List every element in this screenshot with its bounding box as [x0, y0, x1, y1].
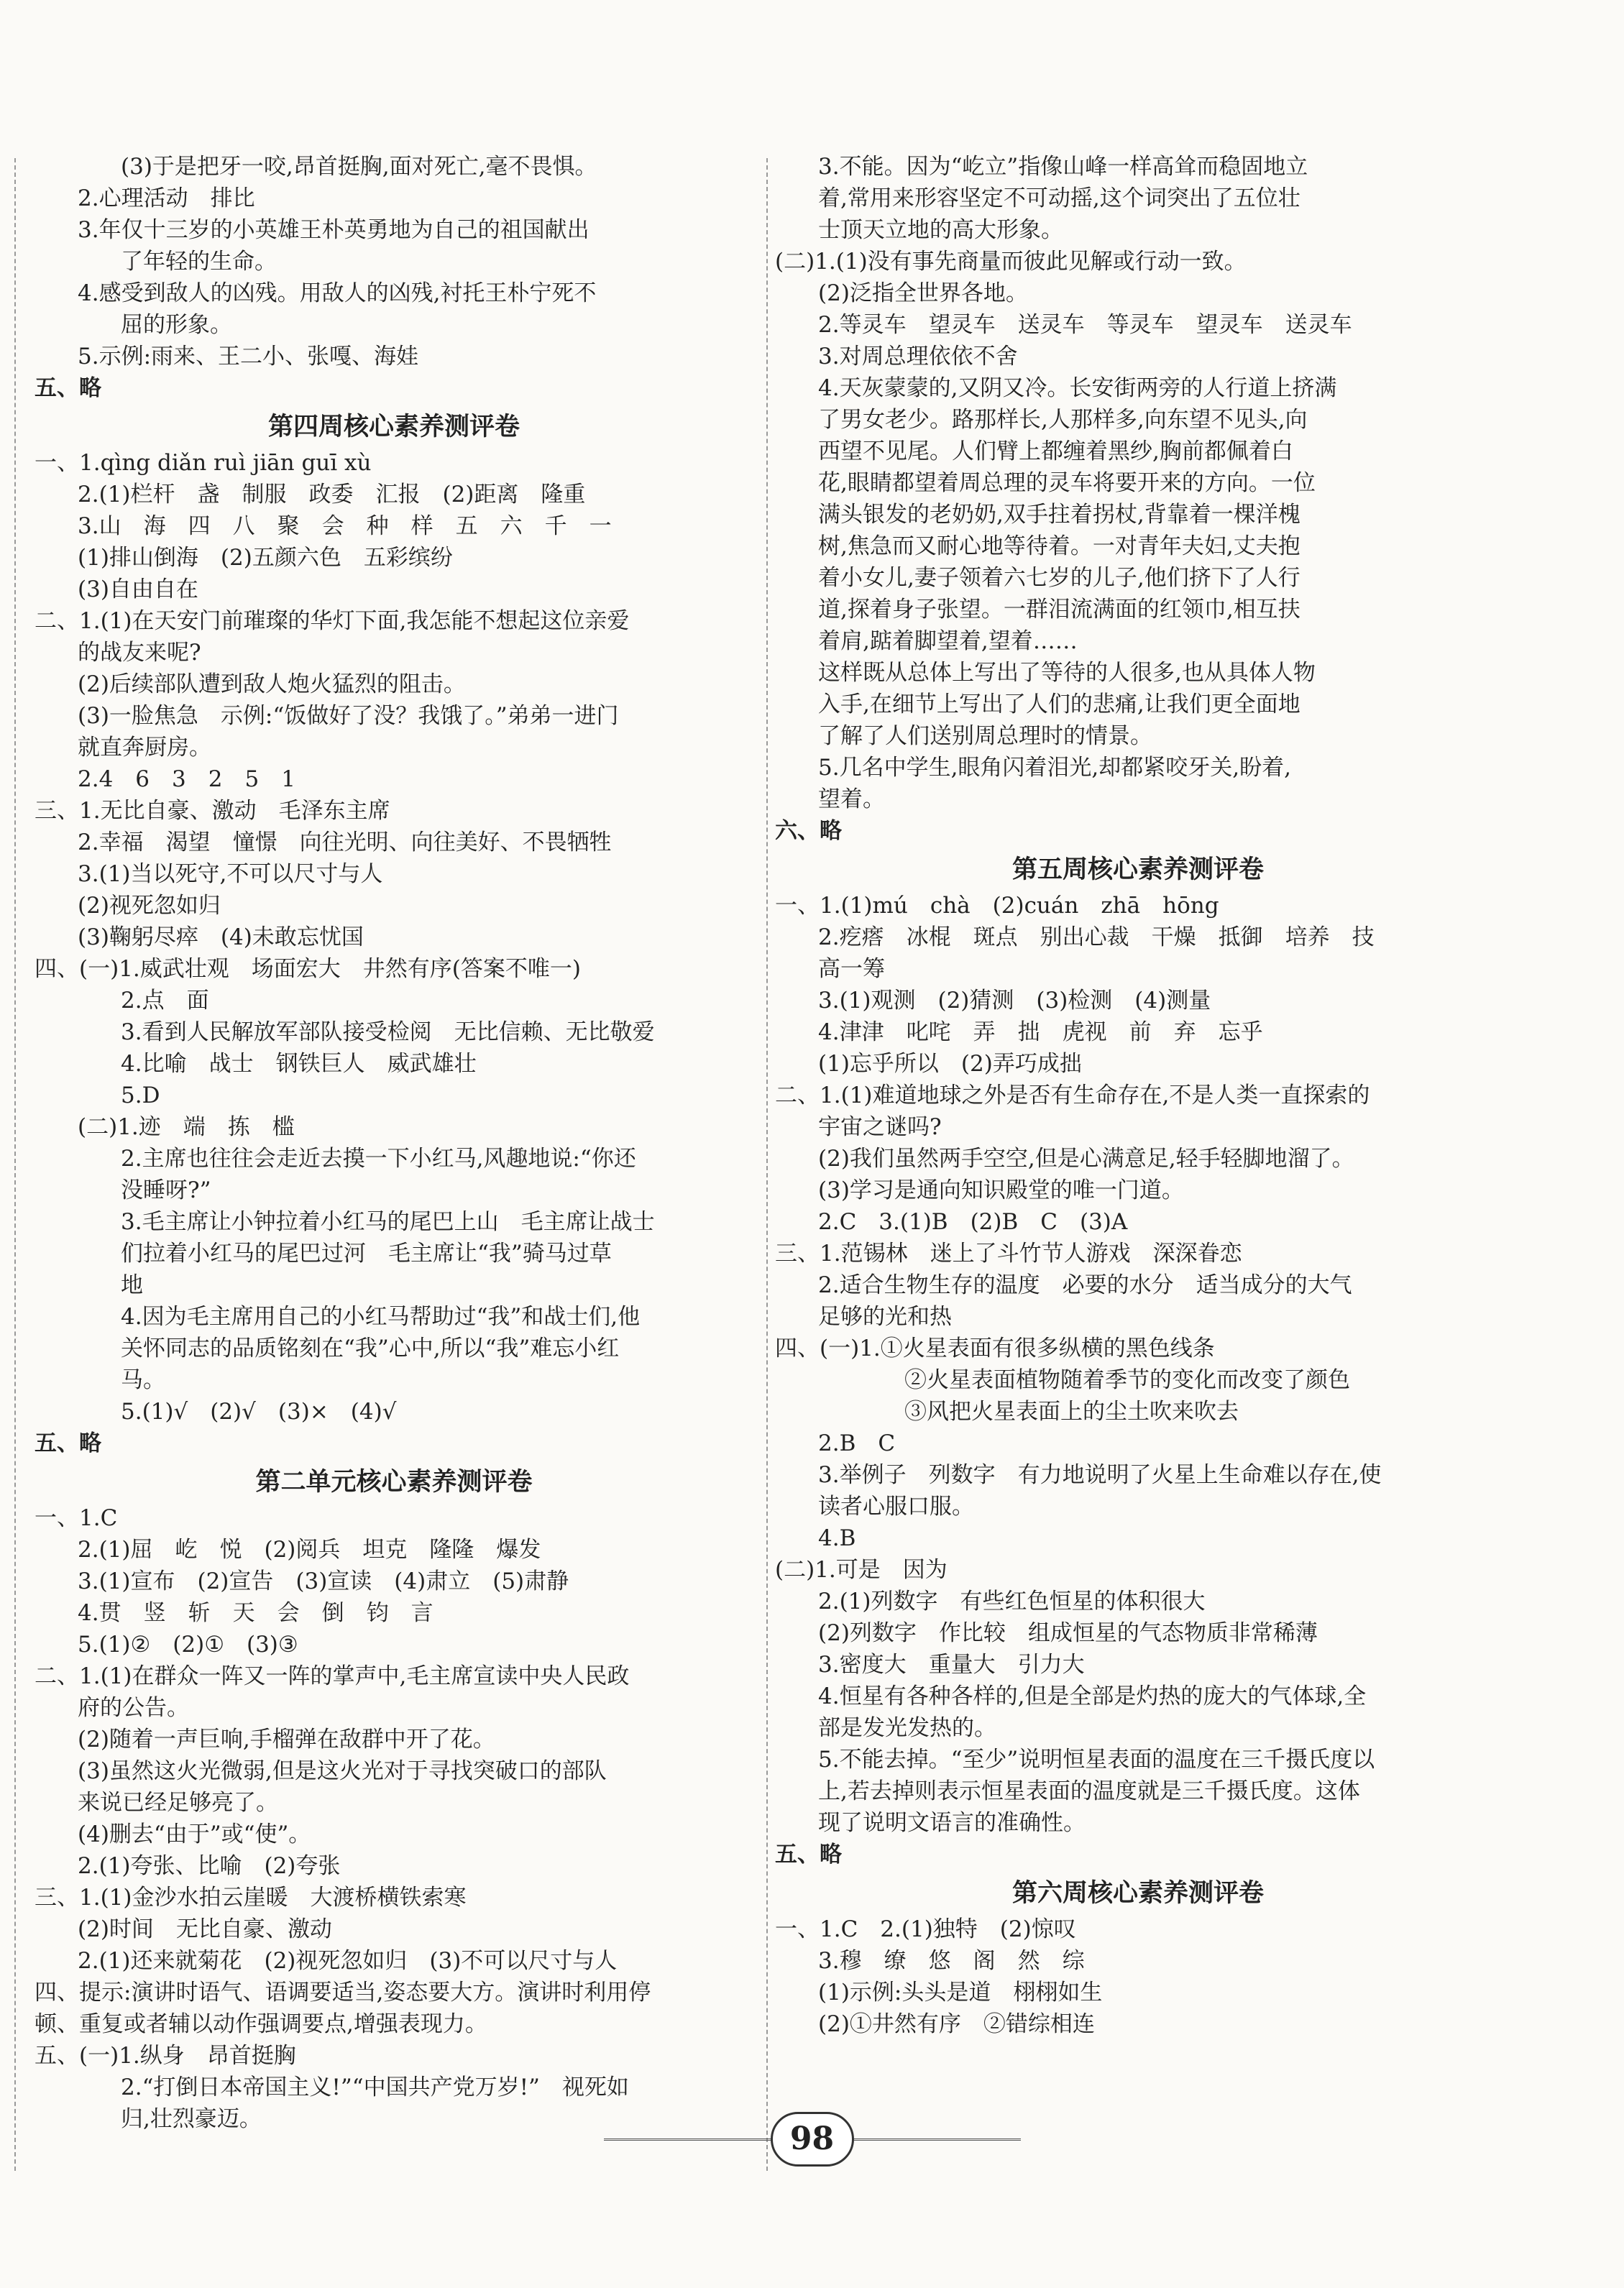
answer-line: (3)学习是通向知识殿堂的唯一门道。 — [818, 1177, 1184, 1203]
answer-line: (4)删去“由于”或“使”。 — [78, 1821, 311, 1847]
section-heading: 第四周核心素养测评卷 — [267, 413, 520, 441]
answer-line: 2.4 6 3 2 5 1 — [78, 766, 295, 792]
answer-line: 3.看到人民解放军部队接受检阅 无比信赖、无比敬爱 — [121, 1019, 655, 1045]
answer-line: (2)时间 无比自豪、激动 — [78, 1916, 332, 1942]
answer-line: 屈的形象。 — [121, 312, 232, 338]
answer-line: 2.“打倒日本帝国主义!”“中国共产党万岁!” 视死如 — [121, 2075, 629, 2100]
section-heading: 第五周核心素养测评卷 — [1011, 855, 1264, 884]
answer-line: 4.感受到敌人的凶残。用敌人的凶残,衬托王朴宁死不 — [78, 280, 597, 306]
answer-line: 3.穆 缭 悠 阁 然 综 — [818, 1948, 1085, 1974]
answer-line: 3.毛主席让小钟拉着小红马的尾巴上山 毛主席让战士 — [121, 1209, 655, 1235]
answer-line: 五、略 — [35, 375, 101, 401]
answer-line: (2)后续部队遭到敌人炮火猛烈的阻击。 — [78, 671, 466, 697]
answer-line: (2)我们虽然两手空空,但是心满意足,轻手轻脚地溜了。 — [818, 1146, 1354, 1172]
answer-line: 关怀同志的品质铭刻在“我”心中,所以“我”难忘小红 — [121, 1336, 620, 1361]
answer-line: 高一筹 — [818, 956, 885, 982]
answer-line: 道,探着身子张望。一群泪流满面的红领巾,相互扶 — [818, 597, 1300, 622]
answer-line: 们拉着小红马的尾巴过河 毛主席让“我”骑马过草 — [121, 1241, 612, 1267]
answer-line: 3.(1)观测 (2)猜测 (3)检测 (4)测量 — [818, 988, 1211, 1014]
answer-line: 3.山 海 四 八 聚 会 种 样 五 六 千 一 — [78, 513, 612, 539]
page-number: 98 — [771, 2112, 854, 2167]
answer-line: 2.点 面 — [121, 988, 209, 1014]
answer-line: 2.(1)栏杆 盏 制服 政委 汇报 (2)距离 隆重 — [78, 482, 586, 507]
answer-line: 2.主席也往往会走近去摸一下小红马,风趣地说:“你还 — [121, 1146, 636, 1172]
answer-line: 4.B — [818, 1525, 856, 1551]
answer-line: 来说已经足够亮了。 — [78, 1790, 278, 1816]
answer-line: 就直奔厨房。 — [78, 735, 211, 761]
answer-line: 着,常用来形容坚定不可动摇,这个词突出了五位壮 — [818, 185, 1300, 211]
answer-line: 二、1.(1)难道地球之外是否有生命存在,不是人类一直探索的 — [775, 1083, 1370, 1108]
answer-line: (3)虽然这火光微弱,但是这火光对于寻找突破口的部队 — [78, 1758, 607, 1784]
answer-line: (2)泛指全世界各地。 — [818, 280, 1028, 306]
answer-line: 5.D — [121, 1083, 160, 1108]
answer-line: 读者心服口服。 — [818, 1494, 974, 1520]
answer-line: 着小女儿,妻子领着六七岁的儿子,他们挤下了人行 — [818, 565, 1300, 591]
answer-line: (3)鞠躬尽瘁 (4)未敢忘忧国 — [78, 924, 364, 950]
answer-line: 部是发光发热的。 — [818, 1715, 996, 1741]
answer-line: 2.等灵车 望灵车 送灵车 等灵车 望灵车 送灵车 — [818, 312, 1352, 338]
right-column — [775, 151, 1501, 2040]
answer-line: (1)示例:头头是道 栩栩如生 — [818, 1980, 1103, 2006]
answer-line: 宇宙之谜吗? — [818, 1114, 942, 1140]
answer-line: ②火星表面植物随着季节的变化而改变了颜色 — [904, 1367, 1350, 1393]
answer-line: 府的公告。 — [78, 1695, 189, 1721]
answer-line: 2.(1)夸张、比喻 (2)夸张 — [78, 1853, 341, 1879]
answer-line: 了解了人们送别周总理时的情景。 — [818, 723, 1152, 749]
section-heading: 第二单元核心素养测评卷 — [255, 1468, 533, 1497]
answer-line: (3)自由自在 — [78, 576, 198, 602]
answer-line: 2.疙瘩 冰棍 斑点 别出心裁 干燥 抵御 培养 技 — [818, 924, 1375, 950]
answer-line: 满头银发的老奶奶,双手拄着拐杖,背靠着一棵洋槐 — [818, 502, 1300, 528]
answer-line: 一、1.(1)mú chà (2)cuán zhā hōng — [775, 893, 1219, 919]
answer-line: (2)视死忽如归 — [78, 893, 221, 919]
answer-line: ③风把火星表面上的尘土吹来吹去 — [904, 1399, 1239, 1425]
answer-line: 现了说明文语言的准确性。 — [818, 1810, 1086, 1836]
answer-line: (3)一脸焦急 示例:“饭做好了没？我饿了。”弟弟一进门 — [78, 703, 619, 729]
answer-line: 地 — [121, 1272, 143, 1298]
answer-line: 士顶天立地的高大形象。 — [818, 217, 1063, 243]
answer-line: (1)忘乎所以 (2)弄巧成拙 — [818, 1051, 1082, 1077]
answer-line: 4.贯 竖 斩 天 会 倒 钧 言 — [78, 1600, 433, 1626]
answer-line: (2)随着一声巨响,手榴弹在敌群中开了花。 — [78, 1727, 495, 1752]
answer-line: 3.对周总理依依不舍 — [818, 344, 1018, 369]
answer-line: 花,眼睛都望着周总理的灵车将要开来的方向。一位 — [818, 470, 1316, 496]
answer-line: 3.(1)宣布 (2)宣告 (3)宣读 (4)肃立 (5)肃静 — [78, 1568, 569, 1594]
answer-line: 西望不见尾。人们臂上都缠着黑纱,胸前都佩着白 — [818, 438, 1293, 464]
answer-line: 4.恒星有各种各样的,但是全部是灼热的庞大的气体球,全 — [818, 1683, 1367, 1709]
answer-line: 四、(一)1.①火星表面有很多纵横的黑色线条 — [775, 1336, 1215, 1361]
answer-line: 4.津津 叱咤 弄 拙 虎视 前 弃 忘乎 — [818, 1019, 1263, 1045]
answer-line: 四、(一)1.威武壮观 场面宏大 井然有序(答案不唯一) — [35, 956, 581, 982]
answer-line: 树,焦急而又耐心地等待着。一对青年夫妇,丈夫抱 — [818, 533, 1300, 559]
answer-line: 2.心理活动 排比 — [78, 185, 255, 211]
answer-line: 2.(1)还来就菊花 (2)视死忽如归 (3)不可以尺寸与人 — [78, 1948, 618, 1974]
answer-line: 没睡呀?” — [121, 1177, 211, 1203]
answer-line: 二、1.(1)在天安门前璀璨的华灯下面,我怎能不想起这位亲爱 — [35, 608, 630, 634]
answer-line: 五、(一)1.纵身 昂首挺胸 — [35, 2043, 296, 2069]
answer-line: 的战友来呢? — [78, 640, 201, 666]
answer-line: 2.(1)列数字 有些红色恒星的体积很大 — [818, 1589, 1206, 1614]
answer-line: 3.举例子 列数字 有力地说明了火星上生命难以存在,使 — [818, 1462, 1382, 1488]
answer-line: 2.(1)屈 屹 悦 (2)阅兵 坦克 隆隆 爆发 — [78, 1537, 541, 1563]
answer-line: 三、1.(1)金沙水拍云崖暖 大渡桥横铁索寒 — [35, 1885, 467, 1911]
answer-line: (1)排山倒海 (2)五颜六色 五彩缤纷 — [78, 545, 453, 571]
answer-line: 5.(1)② (2)① (3)③ — [78, 1632, 298, 1658]
answer-line: 3.密度大 重量大 引力大 — [818, 1652, 1085, 1678]
answer-line: (2)①井然有序 ②错综相连 — [818, 2011, 1095, 2037]
answer-line: 2.B C — [818, 1430, 896, 1456]
answer-line: 3.年仅十三岁的小英雄王朴英勇地为自己的祖国献出 — [78, 217, 589, 243]
answer-line: 5.示例:雨来、王二小、张嘎、海娃 — [78, 344, 419, 369]
answer-line: 一、1.qìng diǎn ruì jiān guī xù — [35, 450, 372, 476]
answer-line: 了男女老少。路那样长,人那样多,向东望不见头,向 — [818, 407, 1308, 433]
answer-line: 六、略 — [775, 818, 842, 844]
left-column — [35, 151, 753, 2135]
answer-line: 二、1.(1)在群众一阵又一阵的掌声中,毛主席宣读中央人民政 — [35, 1663, 630, 1689]
answer-line: 4.天灰蒙蒙的,又阴又冷。长安街两旁的人行道上挤满 — [818, 375, 1337, 401]
answer-line: 五、略 — [35, 1430, 101, 1456]
column-divider — [766, 158, 768, 2171]
answer-line: 了年轻的生命。 — [121, 249, 277, 275]
answer-line: 3.不能。因为“屹立”指像山峰一样高耸而稳固地立 — [818, 154, 1308, 180]
page-footer — [0, 2112, 1624, 2167]
answer-line: (二)1.(1)没有事先商量而彼此见解或行动一致。 — [775, 249, 1247, 275]
answer-line: 4.因为毛主席用自己的小红马帮助过“我”和战士们,他 — [121, 1304, 641, 1330]
answer-line: 望着。 — [818, 786, 885, 812]
answer-line: (二)1.迹 端 拣 槛 — [78, 1114, 295, 1140]
answer-line: 五、略 — [775, 1842, 842, 1867]
answer-line: 5.几名中学生,眼角闪着泪光,却都紧咬牙关,盼着, — [818, 755, 1291, 781]
answer-line: 一、1.C 2.(1)独特 (2)惊叹 — [775, 1916, 1076, 1942]
answer-line: (3)于是把牙一咬,昂首挺胸,面对死亡,毫不畏惧。 — [121, 154, 597, 180]
answer-line: 2.适合生物生存的温度 必要的水分 适当成分的大气 — [818, 1272, 1352, 1298]
answer-line: 5.不能去掉。“至少”说明恒星表面的温度在三千摄氏度以 — [818, 1747, 1375, 1773]
answer-line: 马。 — [121, 1367, 165, 1393]
answer-line: 一、1.C — [35, 1505, 118, 1531]
left-margin-dash — [14, 158, 16, 2171]
answer-line: 归,壮烈豪迈。 — [121, 2106, 262, 2132]
section-heading: 第六周核心素养测评卷 — [1011, 1879, 1264, 1908]
answer-line: 着肩,踮着脚望着,望着…… — [818, 628, 1078, 654]
answer-line: 2.幸福 渴望 憧憬 向往光明、向往美好、不畏牺牲 — [78, 830, 612, 855]
answer-line: 上,若去掉则表示恒星表面的温度就是三千摄氏度。这体 — [818, 1778, 1360, 1804]
answer-line: 三、1.范锡林 迷上了斗竹节人游戏 深深眷恋 — [775, 1241, 1242, 1267]
answer-line: 2.C 3.(1)B (2)B C (3)A — [818, 1209, 1128, 1235]
answer-line: 三、1.无比自豪、激动 毛泽东主席 — [35, 798, 390, 824]
answer-line: 入手,在细节上写出了人们的悲痛,让我们更全面地 — [818, 692, 1300, 717]
answer-line: 3.(1)当以死守,不可以尺寸与人 — [78, 861, 383, 887]
answer-line: 足够的光和热 — [818, 1304, 952, 1330]
answer-line: 四、提示:演讲时语气、语调要适当,姿态要大方。演讲时利用停 — [35, 1980, 651, 2006]
answer-line: 这样既从总体上写出了等待的人很多,也从具体人物 — [818, 660, 1316, 686]
answer-line: (二)1.可是 因为 — [775, 1557, 948, 1583]
answer-line: 4.比喻 战士 钢铁巨人 威武雄壮 — [121, 1051, 477, 1077]
answer-line: (2)列数字 作比较 组成恒星的气态物质非常稀薄 — [818, 1620, 1318, 1646]
answer-line: 5.(1)√ (2)√ (3)× (4)√ — [121, 1399, 397, 1425]
answer-line: 顿、重复或者辅以动作强调要点,增强表现力。 — [35, 2011, 487, 2037]
